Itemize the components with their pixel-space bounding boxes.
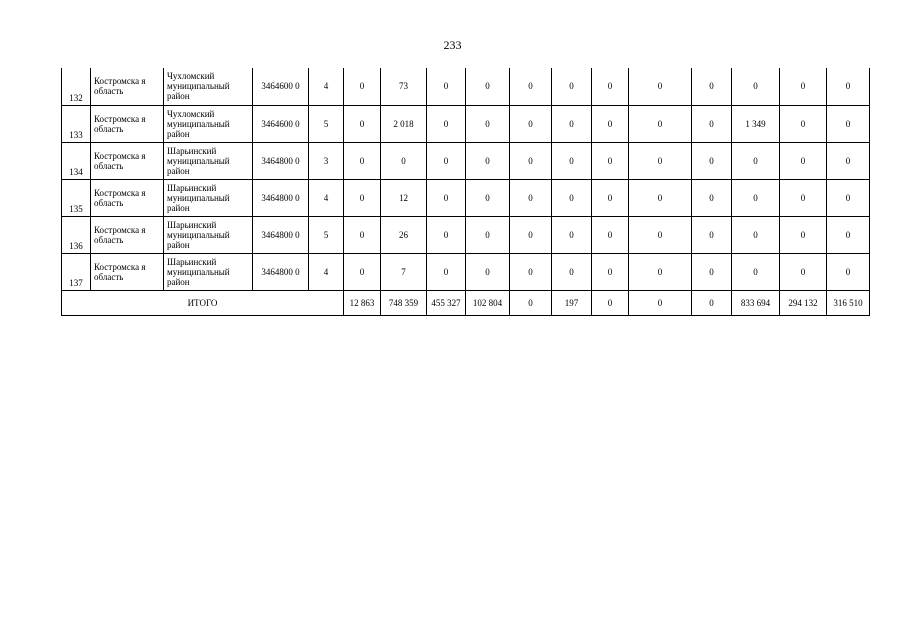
- value-cell: 0: [732, 68, 780, 105]
- value-cell: 0: [466, 253, 510, 290]
- value-cell: 0: [629, 179, 692, 216]
- value-cell: 0: [466, 68, 510, 105]
- value-cell: 0: [780, 216, 827, 253]
- value-cell: 0: [427, 142, 466, 179]
- value-cell: 0: [466, 142, 510, 179]
- value-cell: 0: [780, 253, 827, 290]
- value-cell: 0: [629, 105, 692, 142]
- value-cell: 0: [629, 68, 692, 105]
- table-row: [62, 253, 870, 290]
- value-cell: 1 349: [732, 105, 780, 142]
- value-cell: 7: [381, 253, 427, 290]
- value-cell: 0: [827, 68, 870, 105]
- value-cell: 3: [309, 142, 344, 179]
- value-cell: 0: [827, 142, 870, 179]
- code-cell: 3464800 0: [253, 142, 309, 179]
- row-number-cell: 137: [62, 253, 91, 290]
- value-cell: 0: [692, 68, 732, 105]
- table-row: [62, 179, 870, 216]
- region-cell: Костромска я область: [91, 253, 164, 290]
- region-cell: Костромска я область: [91, 142, 164, 179]
- district-cell: Шарьинский муниципальный район: [164, 253, 253, 290]
- row-number-cell: 136: [62, 216, 91, 253]
- value-cell: 0: [692, 105, 732, 142]
- district-cell: Шарьинский муниципальный район: [164, 179, 253, 216]
- value-cell: 0: [592, 253, 629, 290]
- value-cell: 0: [732, 253, 780, 290]
- total-label: ИТОГО: [62, 290, 344, 315]
- value-cell: 0: [780, 179, 827, 216]
- code-cell: 3464800 0: [253, 179, 309, 216]
- region-cell: Костромска я область: [91, 179, 164, 216]
- total-value-cell: 0: [629, 290, 692, 315]
- total-value-cell: 197: [552, 290, 592, 315]
- value-cell: 73: [381, 68, 427, 105]
- value-cell: 0: [510, 216, 552, 253]
- value-cell: 0: [381, 142, 427, 179]
- value-cell: 12: [381, 179, 427, 216]
- code-cell: 3464800 0: [253, 216, 309, 253]
- district-cell: Шарьинский муниципальный район: [164, 216, 253, 253]
- table-row: [62, 216, 870, 253]
- value-cell: 0: [510, 105, 552, 142]
- region-cell: Костромска я область: [91, 216, 164, 253]
- district-cell: Шарьинский муниципальный район: [164, 142, 253, 179]
- value-cell: 0: [510, 253, 552, 290]
- value-cell: 0: [692, 216, 732, 253]
- district-cell: Чухломский муниципальный район: [164, 105, 253, 142]
- value-cell: 2 018: [381, 105, 427, 142]
- value-cell: 0: [510, 179, 552, 216]
- value-cell: 0: [344, 68, 381, 105]
- value-cell: 0: [427, 105, 466, 142]
- page-number: 233: [443, 38, 462, 52]
- total-value-cell: 316 510: [827, 290, 870, 315]
- total-value-cell: 455 327: [427, 290, 466, 315]
- total-value-cell: 294 132: [780, 290, 827, 315]
- value-cell: 0: [466, 179, 510, 216]
- value-cell: 0: [780, 68, 827, 105]
- value-cell: 0: [732, 216, 780, 253]
- value-cell: 0: [344, 253, 381, 290]
- code-cell: 3464600 0: [253, 105, 309, 142]
- row-number-cell: 134: [62, 142, 91, 179]
- value-cell: 0: [692, 253, 732, 290]
- value-cell: 4: [309, 253, 344, 290]
- value-cell: 0: [592, 216, 629, 253]
- total-value-cell: 0: [510, 290, 552, 315]
- value-cell: 0: [344, 216, 381, 253]
- value-cell: 0: [629, 216, 692, 253]
- value-cell: 0: [552, 216, 592, 253]
- value-cell: 0: [629, 142, 692, 179]
- value-cell: 0: [592, 68, 629, 105]
- row-number-cell: 135: [62, 179, 91, 216]
- value-cell: 0: [827, 105, 870, 142]
- value-cell: 0: [344, 179, 381, 216]
- value-cell: 0: [552, 253, 592, 290]
- value-cell: 0: [592, 142, 629, 179]
- value-cell: 0: [510, 68, 552, 105]
- data-table: [61, 68, 870, 316]
- total-row: [62, 290, 870, 315]
- value-cell: 0: [692, 142, 732, 179]
- value-cell: 0: [427, 216, 466, 253]
- value-cell: 0: [427, 253, 466, 290]
- region-cell: Костромска я область: [91, 105, 164, 142]
- row-number-cell: 132: [62, 68, 91, 105]
- value-cell: 4: [309, 179, 344, 216]
- value-cell: 0: [344, 142, 381, 179]
- row-number-cell: 133: [62, 105, 91, 142]
- total-value-cell: 0: [692, 290, 732, 315]
- value-cell: 0: [827, 216, 870, 253]
- value-cell: 5: [309, 105, 344, 142]
- total-value-cell: 0: [592, 290, 629, 315]
- value-cell: 0: [510, 142, 552, 179]
- code-cell: 3464600 0: [253, 68, 309, 105]
- value-cell: 0: [344, 105, 381, 142]
- value-cell: 0: [427, 179, 466, 216]
- value-cell: 0: [827, 179, 870, 216]
- value-cell: 0: [827, 253, 870, 290]
- value-cell: 0: [552, 179, 592, 216]
- table-row: [62, 142, 870, 179]
- value-cell: 0: [732, 142, 780, 179]
- region-cell: Костромска я область: [91, 68, 164, 105]
- value-cell: 0: [592, 179, 629, 216]
- value-cell: 0: [466, 216, 510, 253]
- total-value-cell: 12 863: [344, 290, 381, 315]
- value-cell: 0: [466, 105, 510, 142]
- value-cell: 26: [381, 216, 427, 253]
- value-cell: 0: [592, 105, 629, 142]
- total-value-cell: 748 359: [381, 290, 427, 315]
- value-cell: 4: [309, 68, 344, 105]
- code-cell: 3464800 0: [253, 253, 309, 290]
- table-row: [62, 105, 870, 142]
- value-cell: 0: [692, 179, 732, 216]
- value-cell: 5: [309, 216, 344, 253]
- value-cell: 0: [629, 253, 692, 290]
- table-row: [62, 68, 870, 105]
- value-cell: 0: [552, 68, 592, 105]
- value-cell: 0: [427, 68, 466, 105]
- value-cell: 0: [732, 179, 780, 216]
- value-cell: 0: [552, 142, 592, 179]
- district-cell: Чухломский муниципальный район: [164, 68, 253, 105]
- value-cell: 0: [552, 105, 592, 142]
- total-value-cell: 102 804: [466, 290, 510, 315]
- value-cell: 0: [780, 142, 827, 179]
- value-cell: 0: [780, 105, 827, 142]
- total-value-cell: 833 694: [732, 290, 780, 315]
